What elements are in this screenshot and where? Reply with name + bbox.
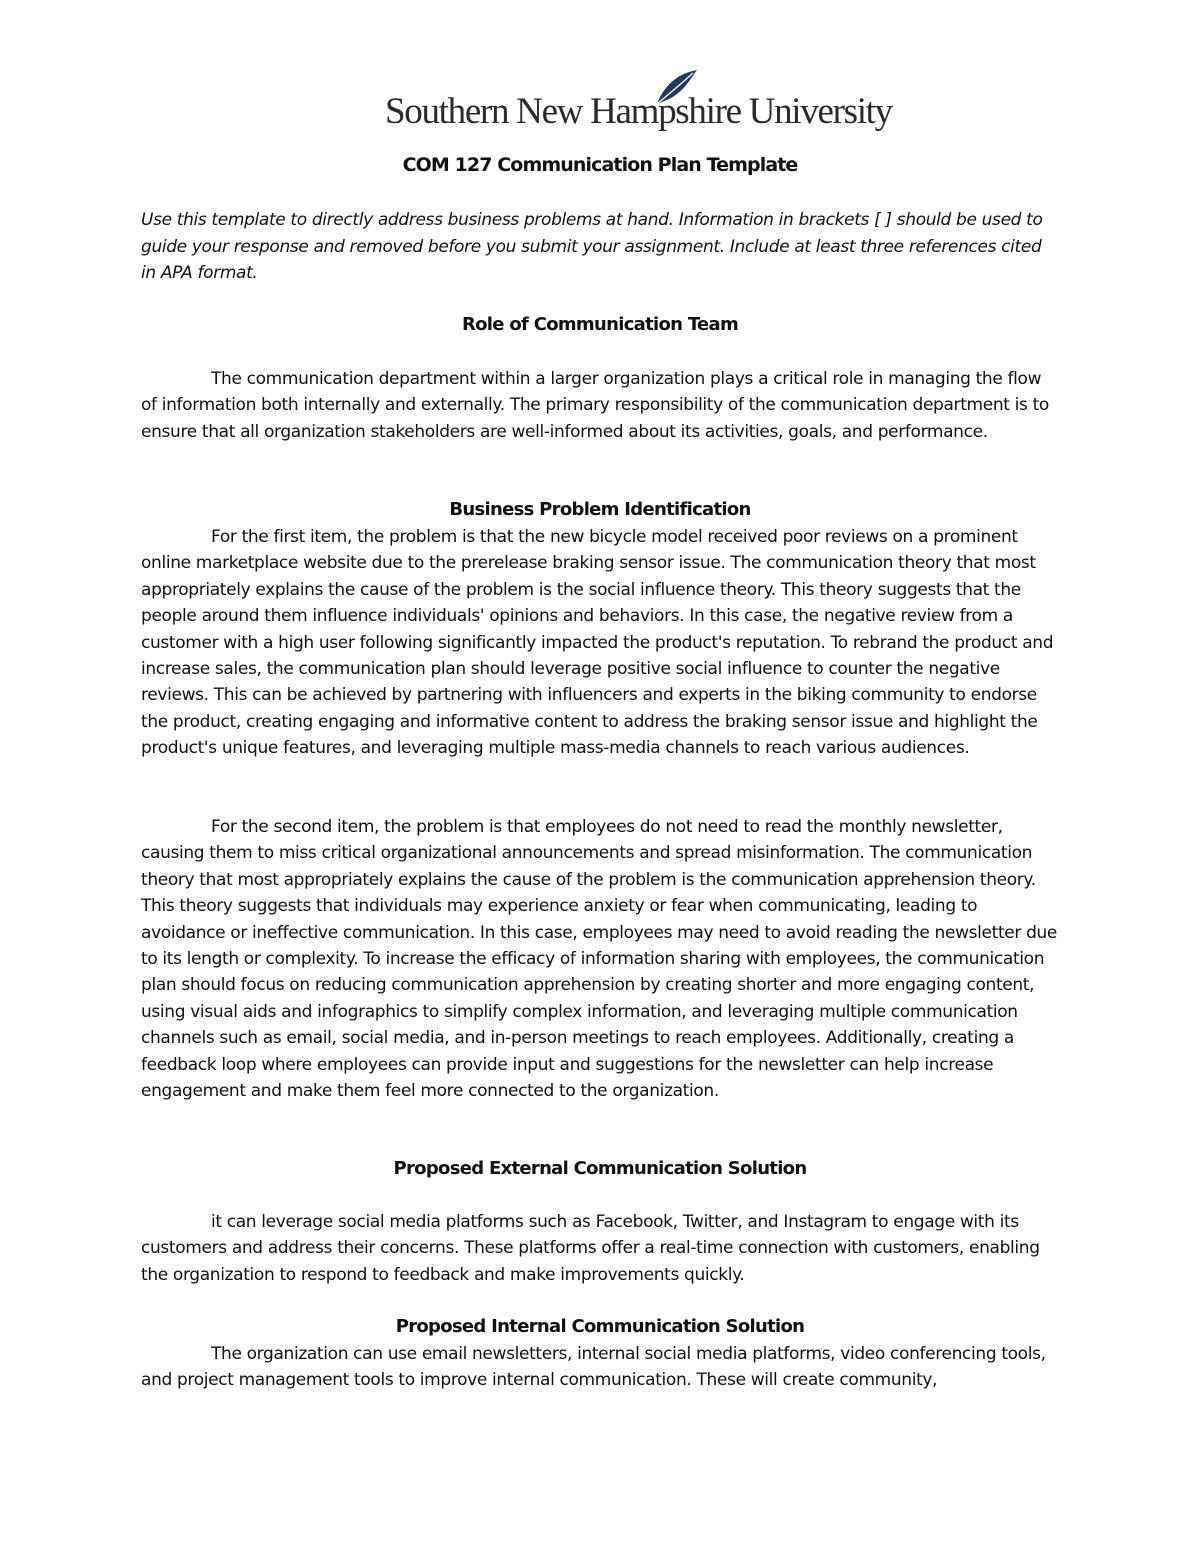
paragraph-external bbox=[141, 1209, 1061, 1288]
paragraph-internal bbox=[141, 1341, 1061, 1394]
paragraph-problem-second bbox=[141, 814, 1061, 1104]
paragraph-role bbox=[141, 366, 1061, 445]
document-title: COM 127 Communication Plan Template bbox=[402, 154, 798, 176]
paragraph-internal-text: The organization can use email newsletters, internal social media platforms, video conferencing tools, and project management tools to improve internal communication. These will create community, bbox=[141, 1344, 1046, 1391]
heading-business-problem-identification: Business Problem Identification bbox=[449, 499, 751, 520]
heading-role-of-communication-team: Role of Communication Team bbox=[461, 314, 739, 335]
template-instructions: Use this template to directly address business problems at hand. Information in brackets [ ] should be used to guide your response and removed before you submit your assignment. Include at least three references cited in APA format. bbox=[141, 210, 1043, 283]
university-name: Southern New Hampshire University bbox=[385, 91, 892, 132]
university-logo bbox=[385, 68, 892, 134]
heading-internal-communication-solution: Proposed Internal Communication Solution bbox=[395, 1316, 805, 1337]
paragraph-problem-first-text: For the first item, the problem is that the new bicycle model received poor reviews on a prominent online marketplace website due to the prerelease braking sensor issue. The communication theory that most appropriately explains the cause of the problem is the social influence theory. This theory suggests that the people around them influence individuals' opinions and behaviors. In this case, the negative review from a customer with a high user following significantly impacted the product's reputation. To rebrand the product and increase sales, the communication plan should leverage positive social influence to counter the negative reviews. This can be achieved by partnering with influencers and experts in the biking community to endorse the product, creating engaging and informative content to address the braking sensor issue and highlight the product's unique features, and leveraging multiple mass-media channels to reach various audiences. bbox=[141, 527, 1054, 759]
paragraph-role-text: The communication department within a larger organization plays a critical role in managing the flow of information both internally and externally. The primary responsibility of the communication department is to ensure that all organization stakeholders are well-informed about its activities, goals, and performance. bbox=[141, 369, 1049, 442]
paragraph-problem-second-text: For the second item, the problem is that employees do not need to read the monthly newsletter, causing them to miss critical organizational announcements and spread misinformation. The communication theory that most appropriately explains the cause of the problem is the communication apprehension theory. This theory suggests that individuals may experience anxiety or fear when communicating, leading to avoidance or ineffective communication. In this case, employees may need to avoid reading the newsletter due to its length or complexity. To increase the efficacy of information sharing with employees, the communication plan should focus on reducing communication apprehension by creating shorter and more engaging content, using visual aids and infographics to simplify complex information, and leveraging multiple communication channels such as email, social media, and in-person meetings to reach employees. Additionally, creating a feedback loop where employees can provide input and suggestions for the newsletter can help increase engagement and make them feel more connected to the organization. bbox=[141, 817, 1058, 1102]
paragraph-problem-first bbox=[141, 524, 1061, 762]
heading-external-communication-solution: Proposed External Communication Solution bbox=[393, 1158, 807, 1179]
paragraph-external-text: it can leverage social media platforms such as Facebook, Twitter, and Instagram to engage with its customers and address their concerns. These platforms offer a real-time connection with customers, enabling the organization to respond to feedback and make improvements quickly. bbox=[141, 1212, 1040, 1285]
